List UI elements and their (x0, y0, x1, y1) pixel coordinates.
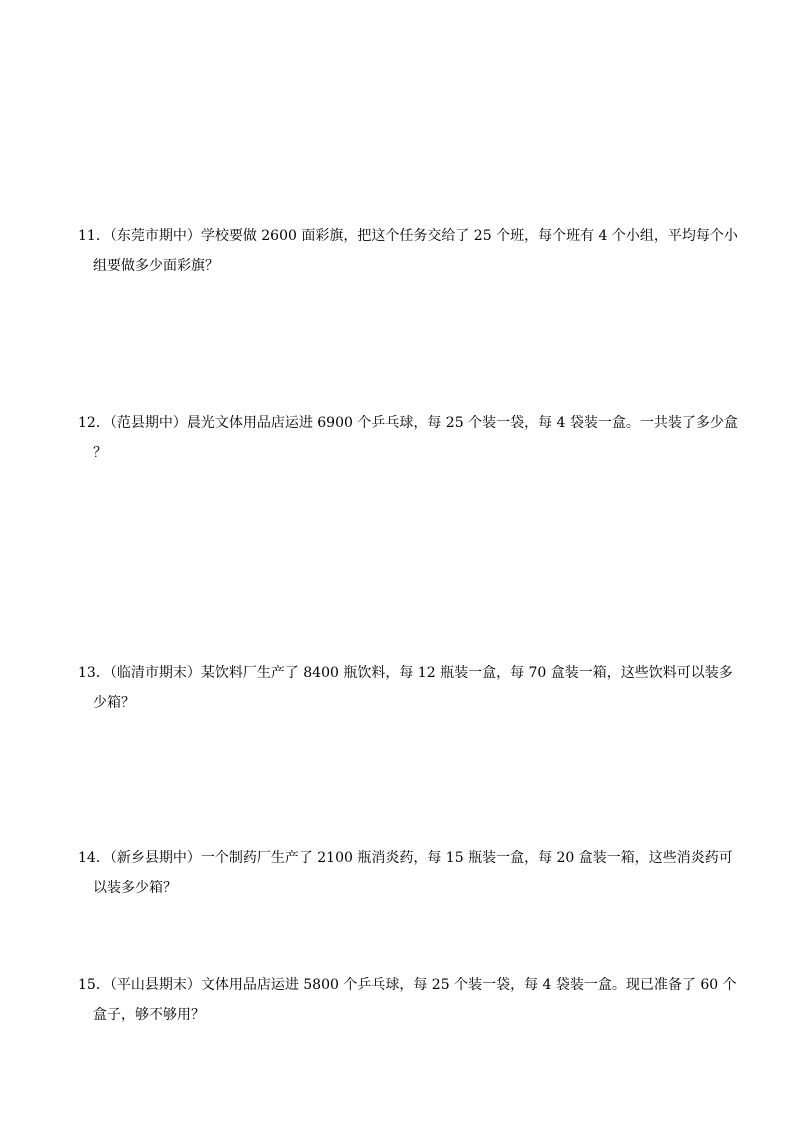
question-12-line1 (78, 408, 738, 438)
question-13 (78, 658, 733, 718)
question-14-line1 (78, 843, 733, 873)
question-14-number: 14． (78, 850, 110, 866)
question-11 (78, 221, 738, 281)
question-12-line2: ？ (93, 445, 107, 461)
question-15-number: 15． (78, 977, 110, 993)
question-14 (78, 843, 733, 903)
question-12-text: （范县期中）晨光文体用品店运进 6900 个乒乓球，每 25 个装一袋，每 4 袋装一盒。一共装了多少盒 (109, 415, 738, 431)
question-15 (78, 970, 737, 1030)
question-15-text: （平山县期末）文体用品店运进 5800 个乒乓球，每 25 个装一袋，每 4 袋装一盒。现已准备了 60 个 (109, 977, 737, 993)
question-14-text: （新乡县期中）一个制药厂生产了 2100 瓶消炎药，每 15 瓶装一盒，每 20 盒装一箱，这些消炎药可 (109, 850, 733, 866)
question-12 (78, 408, 738, 468)
question-11-line1 (78, 221, 738, 251)
question-12-number: 12． (78, 415, 110, 431)
question-11-number: 11． (78, 228, 110, 244)
question-13-line2: 少箱？ (93, 695, 135, 711)
question-15-line1 (78, 970, 737, 1000)
question-11-text: （东莞市期中）学校要做 2600 面彩旗，把这个任务交给了 25 个班，每个班有 4 个小组，平均每个小 (109, 228, 738, 244)
question-15-line2: 盒子，够不够用？ (93, 1007, 205, 1023)
question-14-line2: 以装多少箱？ (93, 880, 177, 896)
question-13-text: （临清市期末）某饮料厂生产了 8400 瓶饮料，每 12 瓶装一盒，每 70 盒装一箱，这些饮料可以装多 (109, 665, 733, 681)
question-11-line2: 组要做多少面彩旗？ (93, 258, 219, 274)
question-13-number: 13． (78, 665, 110, 681)
question-13-line1 (78, 658, 733, 688)
